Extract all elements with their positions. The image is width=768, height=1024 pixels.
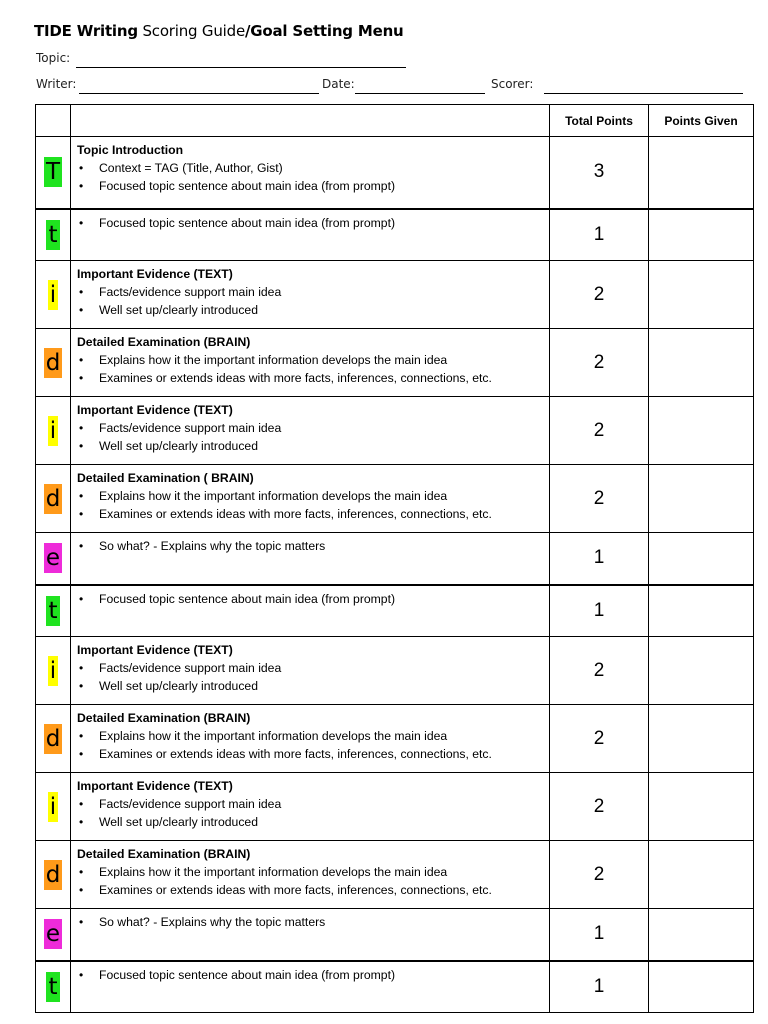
letter-cell (36, 209, 71, 261)
criteria-cell (71, 637, 550, 705)
table-row (36, 465, 754, 533)
table-row (36, 397, 754, 465)
criteria-bullet: • Facts/evidence support main idea (77, 283, 543, 301)
points-given-header: Points Given (649, 105, 754, 137)
criteria-cell (71, 137, 550, 209)
criteria-heading: Important Evidence (TEXT) (77, 779, 233, 793)
criteria-bullet: • Examines or extends ideas with more facts, inferences, connections, etc. (77, 745, 543, 763)
tide-letter: i (49, 657, 57, 684)
letter-cell (36, 637, 71, 705)
criteria-list (77, 159, 543, 195)
criteria-bullet: • Focused topic sentence about main idea (from prompt) (77, 590, 543, 608)
total-points-cell: 2 (550, 465, 649, 533)
title-part-3: /Goal Setting Menu (244, 22, 404, 40)
criteria-heading: Important Evidence (TEXT) (77, 403, 233, 417)
criteria-bullet: • Explains how it the important information develops the main idea (77, 727, 543, 745)
tide-letter: i (49, 417, 57, 444)
criteria-cell (71, 773, 550, 841)
criteria-heading: Detailed Examination (BRAIN) (77, 335, 251, 349)
writer-field[interactable] (79, 93, 319, 94)
criteria-heading: Detailed Examination (BRAIN) (77, 847, 251, 861)
letter-cell (36, 961, 71, 1013)
criteria-bullet: • Explains how it the important information develops the main idea (77, 863, 543, 881)
criteria-cell (71, 465, 550, 533)
criteria-bullet: • Focused topic sentence about main idea (from prompt) (77, 177, 543, 195)
total-points-cell: 2 (550, 329, 649, 397)
scoring-table (35, 104, 754, 1013)
criteria-list (77, 795, 543, 831)
total-points-cell: 1 (550, 533, 649, 585)
points-given-cell[interactable] (649, 841, 754, 909)
criteria-bullet: • Focused topic sentence about main idea (from prompt) (77, 214, 543, 232)
criteria-bullet: • Examines or extends ideas with more facts, inferences, connections, etc. (77, 369, 543, 387)
total-points-cell: 2 (550, 397, 649, 465)
letter-cell (36, 585, 71, 637)
table-row (36, 637, 754, 705)
table-row (36, 329, 754, 397)
tide-letter: i (49, 793, 57, 820)
letter-cell (36, 841, 71, 909)
criteria-bullet: • So what? - Explains why the topic matters (77, 537, 543, 555)
total-points-cell: 2 (550, 637, 649, 705)
points-given-cell[interactable] (649, 585, 754, 637)
criteria-list (77, 913, 543, 931)
tide-letter: t (48, 973, 58, 1000)
total-points-cell: 3 (550, 137, 649, 209)
criteria-bullet: • Explains how it the important information develops the main idea (77, 351, 543, 369)
total-points-cell: 1 (550, 209, 649, 261)
criteria-list (77, 863, 543, 899)
total-points-cell: 1 (550, 909, 649, 961)
criteria-bullet: • Facts/evidence support main idea (77, 419, 543, 437)
criteria-cell (71, 841, 550, 909)
tide-letter: e (45, 545, 61, 572)
description-header (71, 105, 550, 137)
total-points-cell: 1 (550, 585, 649, 637)
topic-label: Topic: (36, 51, 71, 65)
tide-letter: i (49, 281, 57, 308)
table-row (36, 261, 754, 329)
points-given-cell[interactable] (649, 637, 754, 705)
tide-letter: e (45, 921, 61, 948)
table-header-row (36, 105, 754, 137)
criteria-list (77, 283, 543, 319)
points-given-cell[interactable] (649, 909, 754, 961)
table-row (36, 909, 754, 961)
total-points-cell: 2 (550, 841, 649, 909)
table-row (36, 961, 754, 1013)
table-row (36, 841, 754, 909)
scorer-label: Scorer: (491, 77, 534, 91)
points-given-cell[interactable] (649, 961, 754, 1013)
criteria-cell (71, 261, 550, 329)
scorer-field[interactable] (544, 93, 743, 94)
tide-letter: d (45, 861, 61, 888)
criteria-bullet: • Facts/evidence support main idea (77, 659, 543, 677)
tide-letter: t (48, 221, 58, 248)
letter-cell (36, 137, 71, 209)
criteria-bullet: • Explains how it the important information develops the main idea (77, 487, 543, 505)
writer-label: Writer: (36, 77, 77, 91)
criteria-cell (71, 533, 550, 585)
total-points-cell: 2 (550, 773, 649, 841)
criteria-list (77, 351, 543, 387)
criteria-heading: Detailed Examination ( BRAIN) (77, 471, 254, 485)
criteria-list (77, 537, 543, 555)
tide-letter: d (45, 725, 61, 752)
date-field[interactable] (355, 93, 485, 94)
date-label: Date: (322, 77, 355, 91)
letter-cell (36, 773, 71, 841)
criteria-list (77, 966, 543, 984)
table-row (36, 705, 754, 773)
letter-cell (36, 329, 71, 397)
criteria-cell (71, 705, 550, 773)
criteria-bullet: • Well set up/clearly introduced (77, 813, 543, 831)
page-title (34, 22, 404, 40)
points-given-cell[interactable] (649, 465, 754, 533)
criteria-bullet: • Examines or extends ideas with more facts, inferences, connections, etc. (77, 881, 543, 899)
letter-cell (36, 909, 71, 961)
criteria-list (77, 487, 543, 523)
points-given-cell[interactable] (649, 705, 754, 773)
letter-cell (36, 533, 71, 585)
criteria-cell (71, 585, 550, 637)
criteria-bullet: • Well set up/clearly introduced (77, 301, 543, 319)
criteria-list (77, 590, 543, 608)
table-row (36, 137, 754, 209)
points-given-cell[interactable] (649, 209, 754, 261)
total-points-cell: 1 (550, 961, 649, 1013)
total-points-cell: 2 (550, 705, 649, 773)
points-given-cell[interactable] (649, 397, 754, 465)
criteria-list (77, 659, 543, 695)
criteria-cell (71, 329, 550, 397)
tide-letter: d (45, 485, 61, 512)
total-points-cell: 2 (550, 261, 649, 329)
tide-letter: t (48, 597, 58, 624)
table-row (36, 773, 754, 841)
title-part-2: Scoring Guide (137, 22, 245, 40)
letter-cell (36, 705, 71, 773)
letter-cell (36, 261, 71, 329)
criteria-cell (71, 909, 550, 961)
table-row (36, 585, 754, 637)
criteria-bullet: • So what? - Explains why the topic matters (77, 913, 543, 931)
criteria-heading: Topic Introduction (77, 143, 184, 157)
criteria-bullet: • Facts/evidence support main idea (77, 795, 543, 813)
criteria-cell (71, 961, 550, 1013)
table-row (36, 209, 754, 261)
criteria-bullet: • Well set up/clearly introduced (77, 437, 543, 455)
criteria-cell (71, 397, 550, 465)
points-given-cell[interactable] (649, 261, 754, 329)
criteria-heading: Detailed Examination (BRAIN) (77, 711, 251, 725)
points-given-cell[interactable] (649, 773, 754, 841)
letter-header (36, 105, 71, 137)
criteria-cell (71, 209, 550, 261)
total-points-header: Total Points (550, 105, 649, 137)
letter-cell (36, 465, 71, 533)
criteria-bullet: • Well set up/clearly introduced (77, 677, 543, 695)
points-given-cell[interactable] (649, 329, 754, 397)
criteria-list (77, 727, 543, 763)
letter-cell (36, 397, 71, 465)
criteria-list (77, 214, 543, 232)
criteria-heading: Important Evidence (TEXT) (77, 267, 233, 281)
criteria-bullet: • Context = TAG (Title, Author, Gist) (77, 159, 543, 177)
title-part-1: TIDE Writing (34, 22, 138, 40)
tide-letter: T (45, 159, 61, 186)
points-given-cell[interactable] (649, 137, 754, 209)
table-row (36, 533, 754, 585)
criteria-heading: Important Evidence (TEXT) (77, 643, 233, 657)
tide-letter: d (45, 349, 61, 376)
criteria-bullet: • Examines or extends ideas with more facts, inferences, connections, etc. (77, 505, 543, 523)
topic-field[interactable] (76, 67, 406, 68)
points-given-cell[interactable] (649, 533, 754, 585)
criteria-list (77, 419, 543, 455)
criteria-bullet: • Focused topic sentence about main idea (from prompt) (77, 966, 543, 984)
